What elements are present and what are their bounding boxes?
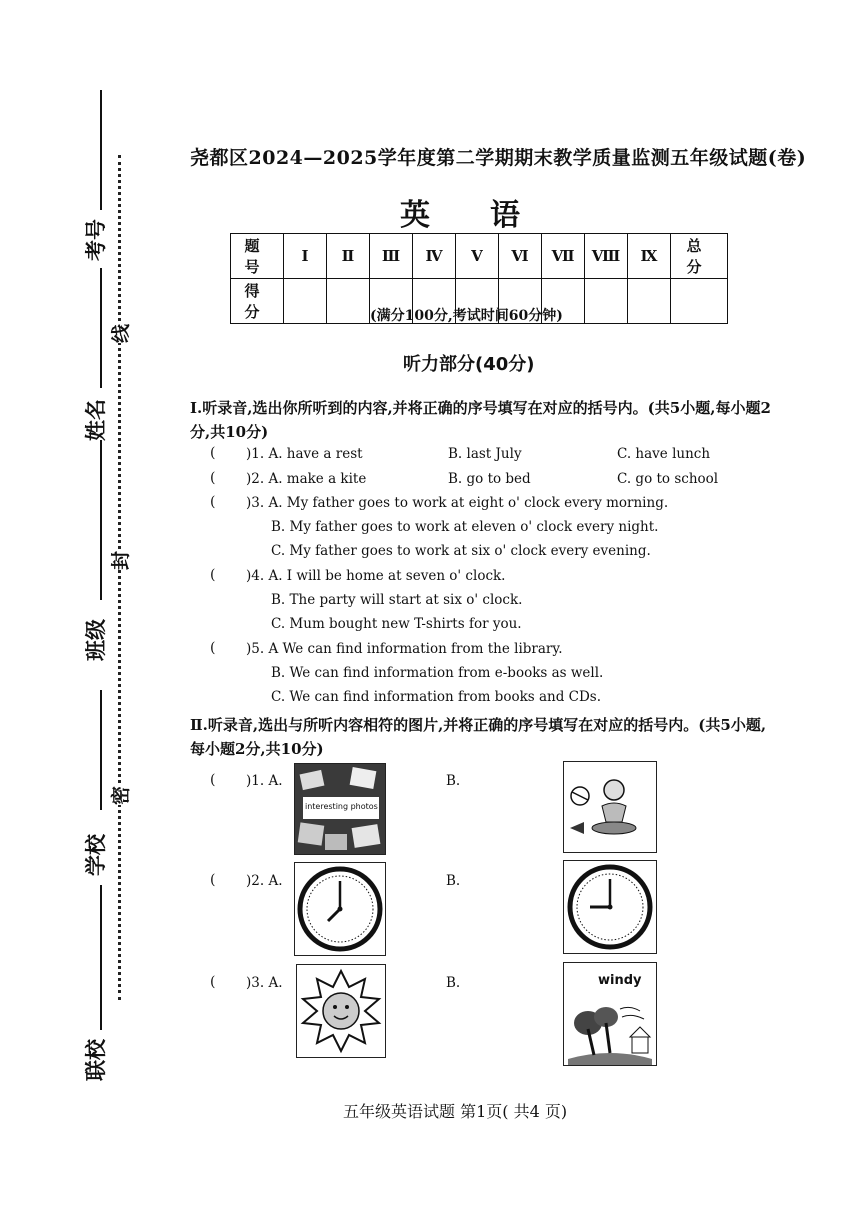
column-header: Ⅰ	[284, 234, 327, 279]
q2-option-b: B. go to bed	[448, 471, 531, 487]
p2-q1-label: )1. A.	[246, 773, 283, 789]
photos-caption: interesting photos	[305, 802, 378, 811]
part1-instruction: Ⅰ.听录音,选出你所听到的内容,并将正确的序号填写在对应的括号内。(共5小题,每小题2分,共10分)	[190, 399, 771, 441]
windy-caption: windy	[598, 973, 642, 988]
q5-option-c: C. We can find information from books and CDs.	[271, 689, 602, 705]
column-header: Ⅸ	[628, 234, 671, 279]
seal-secret-mark: 密	[104, 786, 135, 805]
beach-ball-image	[563, 761, 657, 853]
score-cell[interactable]	[585, 279, 628, 324]
q3-option-a: )3. A. My father goes to work at eight o' clock every morning.	[246, 495, 669, 511]
seal-line-mark: 线	[104, 324, 135, 343]
q5-option-a: )5. A We can find information from the library.	[246, 641, 563, 657]
score-label: 得 分	[231, 279, 284, 324]
q4-option-a: )4. A. I will be home at seven o' clock.	[246, 568, 506, 584]
q5-option-b: B. We can find information from e-books as well.	[271, 665, 604, 681]
column-header: Ⅴ	[456, 234, 499, 279]
column-header: Ⅱ	[327, 234, 370, 279]
p2-q1-b-label: B.	[446, 773, 461, 789]
p2-q2-b-label: B.	[446, 873, 461, 889]
page-footer: 五年级英语试题 第1页( 共4 页)	[343, 1102, 568, 1121]
q1-option-b: B. last July	[448, 446, 522, 462]
answer-bracket[interactable]: (	[210, 872, 216, 888]
total-score-cell[interactable]	[671, 279, 728, 324]
answer-bracket[interactable]: (	[210, 470, 216, 486]
score-table-header-row	[231, 234, 728, 279]
windy-image	[563, 962, 657, 1066]
answer-bracket[interactable]: (	[210, 445, 216, 461]
subject-title: 英语	[400, 198, 580, 233]
exam-title: 尧都区2024—2025学年度第二学期期末教学质量监测五年级试题(卷)	[190, 147, 807, 169]
exam-note: (满分100分,考试时间60分钟)	[370, 308, 563, 324]
class-label: 班级	[84, 619, 108, 661]
q2-option-a: )2. A. make a kite	[246, 471, 367, 487]
school-label: 学校	[84, 834, 108, 876]
answer-bracket[interactable]: (	[210, 640, 216, 656]
total-score-label: 总 分	[671, 234, 728, 279]
binding-line	[100, 440, 102, 600]
binding-line	[100, 268, 102, 388]
q3-option-c: C. My father goes to work at six o' clock every evening.	[271, 543, 651, 559]
q1-option-a: )1. A. have a rest	[246, 446, 363, 462]
student-name-label: 姓名	[84, 399, 108, 441]
p2-q3-b-label: B.	[446, 975, 461, 991]
score-cell[interactable]	[284, 279, 327, 324]
binding-line	[100, 90, 102, 210]
sunny-image	[296, 964, 386, 1058]
answer-bracket[interactable]: (	[210, 772, 216, 788]
seal-seal-mark: 封	[104, 551, 135, 570]
part2-instruction: Ⅱ.听录音,选出与所听内容相符的图片,并将正确的序号填写在对应的括号内。(共5小题,每小题2分,共10分)	[190, 716, 767, 758]
seal-dotted-line	[118, 155, 121, 1000]
q4-option-b: B. The party will start at six o' clock.	[271, 592, 523, 608]
score-cell[interactable]	[628, 279, 671, 324]
p2-q2-label: )2. A.	[246, 873, 283, 889]
score-cell[interactable]	[327, 279, 370, 324]
column-header: Ⅲ	[370, 234, 413, 279]
q1-option-c: C. have lunch	[617, 446, 711, 462]
section-title: 听力部分(40分)	[403, 354, 535, 375]
question-number-label: 题 号	[231, 234, 284, 279]
photos-image	[294, 763, 386, 855]
binding-line	[100, 885, 102, 1030]
clock-eight-image	[294, 862, 386, 956]
column-header: Ⅵ	[499, 234, 542, 279]
union-school-label: 联校	[84, 1039, 108, 1081]
clock-nine-image	[563, 860, 657, 954]
q4-option-c: C. Mum bought new T-shirts for you.	[271, 616, 522, 632]
column-header: Ⅳ	[413, 234, 456, 279]
q2-option-c: C. go to school	[617, 471, 719, 487]
column-header: Ⅷ	[585, 234, 628, 279]
q3-option-b: B. My father goes to work at eleven o' clock every night.	[271, 519, 659, 535]
column-header: Ⅶ	[542, 234, 585, 279]
answer-bracket[interactable]: (	[210, 567, 216, 583]
exam-number-label: 考号	[84, 219, 108, 261]
answer-bracket[interactable]: (	[210, 974, 216, 990]
answer-bracket[interactable]: (	[210, 494, 216, 510]
binding-line	[100, 690, 102, 810]
p2-q3-label: )3. A.	[246, 975, 283, 991]
